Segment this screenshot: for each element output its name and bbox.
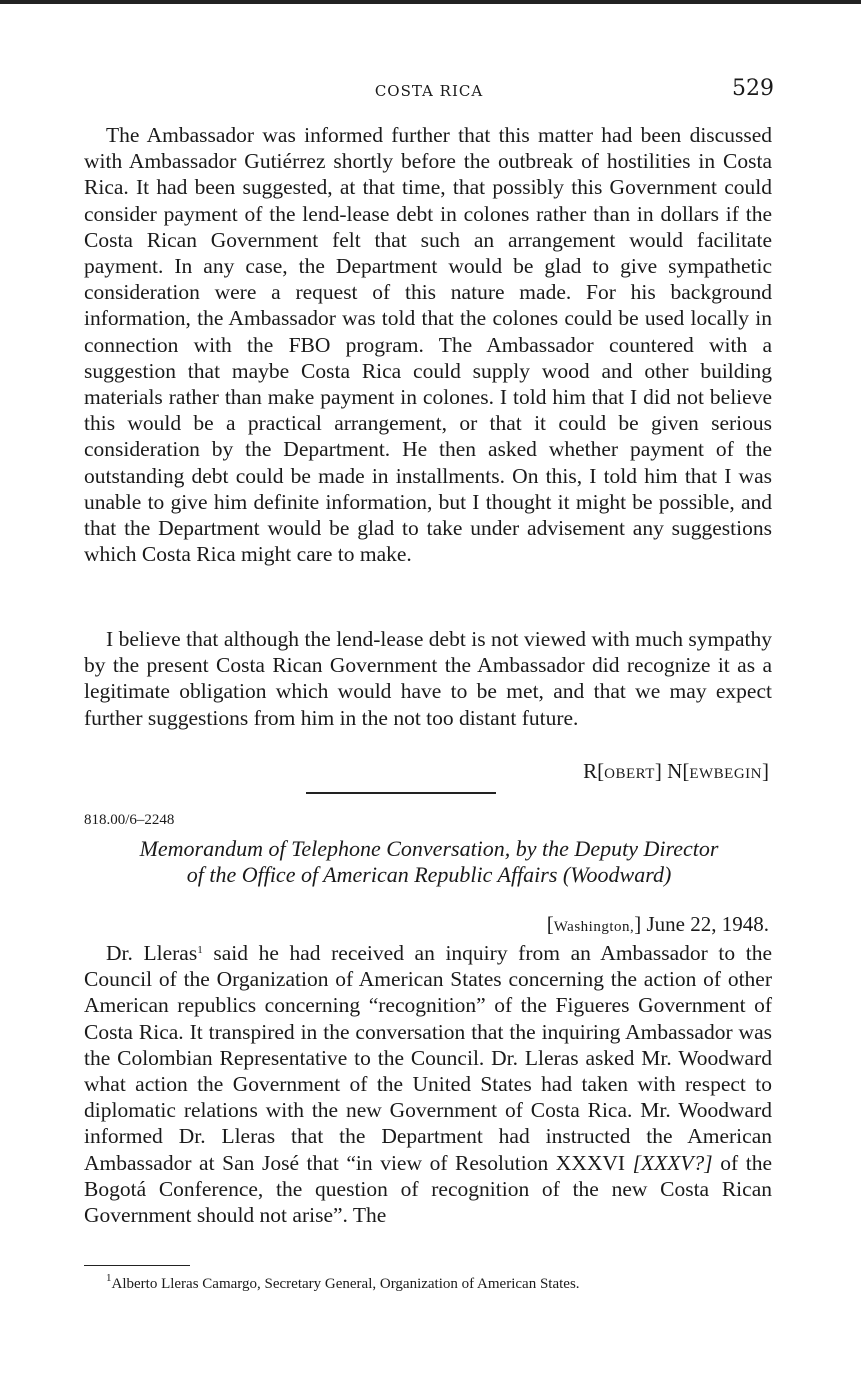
signature-initial-1: R bbox=[583, 759, 598, 783]
footnote-text: Alberto Lleras Camargo, Secretary General, Organization of American States. bbox=[111, 1276, 580, 1292]
signature-initial-2: N bbox=[667, 759, 683, 783]
dateline-place: Washington, bbox=[553, 919, 635, 935]
body-end: of the Bogotá Conference, the question of recognition of the new Costa Rican Government should not arise”. The bbox=[84, 1150, 772, 1228]
document-title bbox=[84, 836, 774, 888]
body-start: Dr. Lleras bbox=[106, 941, 198, 965]
title-line-2: of the Office of American Republic Affairs (Woodward) bbox=[186, 862, 672, 887]
bracket-note: [XXXV?] bbox=[632, 1150, 713, 1175]
signature: R[OBERT] N[EWBEGIN] bbox=[583, 759, 769, 783]
body-rest: said he had received an inquiry from an Ambassador to the Council of the Organization of American States concerning the action of other American republics concerning “recognition” of the Figueres Government of Costa Rica. It transpired in the conversation that the inquiring Ambassador was the Colombian Representative to the Council. Dr. Lleras asked Mr. Woodward what action the Government of the United States had taken with respect to diplomatic relations with the new Government of Costa Rica. Mr. Woodward informed Dr. Lleras that the Department had instructed the American Ambassador at San José that “in view of Resolution XXXVI bbox=[84, 941, 773, 1175]
signature-rest-1: OBERT bbox=[604, 766, 655, 782]
memo2-body bbox=[84, 940, 772, 1228]
footnote-marker: 1 bbox=[106, 1272, 112, 1284]
signature-rest-2: EWBEGIN bbox=[689, 766, 762, 782]
title-line-1: Memorandum of Telephone Conversation, by the Deputy Director bbox=[139, 836, 719, 861]
running-head: COSTA RICA bbox=[374, 82, 484, 100]
footnote-reference: 1 bbox=[197, 944, 203, 956]
memo1-paragraph-1: The Ambassador was informed further that this matter had been discussed with Ambassador Gutiérrez shortly before the outbreak of hostilities in Costa Rica. It had been suggested, at that time, that possibly this Government could consider payment of the lend-lease debt in colones rather than in dollars if the Costa Rican Government felt that such an arrangement would facilitate payment. In any case, the Department would be glad to give sympathetic consideration were a request of this nature made. For his background information, the Ambassador was told that the colones could be used locally in connection with the FBO program. The Ambassador countered with a suggestion that maybe Costa Rica could supply wood and other building materials rather than make payment in colones. I told him that I did not believe this would be a practical arrangement, or that it could be given serious consideration by the Department. He then asked whether payment of the outstanding debt could be made in installments. On this, I told him that I was unable to give him definite information, but I thought it might be possible, and that the Department would be glad to take under advisement any suggestions which Costa Rica might care to make. bbox=[84, 123, 772, 567]
footnote-rule bbox=[84, 1265, 190, 1266]
dateline: [Washington,] June 22, 1948. bbox=[546, 912, 769, 936]
dateline-date: June 22, 1948. bbox=[646, 912, 769, 936]
footnote bbox=[84, 1272, 774, 1293]
page-number: 529 bbox=[732, 76, 774, 101]
memo1-paragraph-2: I believe that although the lend-lease debt is not viewed with much sympathy by the present Costa Rican Government the Ambassador did recognize it as a legitimate obligation which would have to be met, and that we may expect further suggestions from him in the not too distant future. bbox=[84, 627, 772, 730]
section-divider bbox=[306, 792, 496, 794]
page-header bbox=[84, 76, 774, 104]
top-border bbox=[0, 0, 861, 4]
file-number: 818.00/6–2248 bbox=[84, 812, 175, 828]
